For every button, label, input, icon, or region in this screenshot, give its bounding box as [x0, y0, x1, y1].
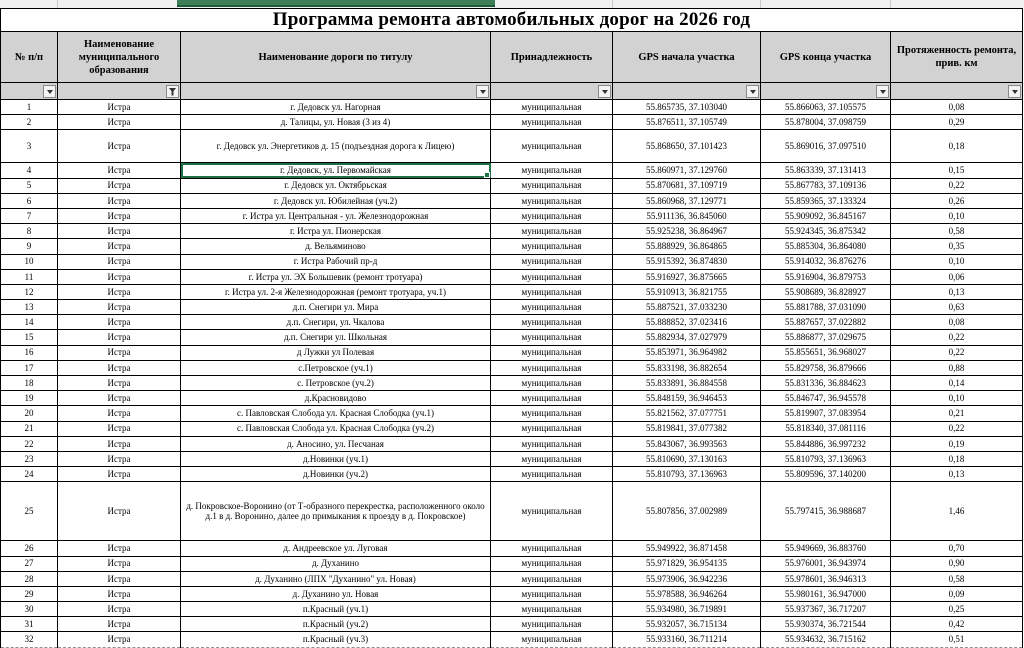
table-row — [1, 330, 1023, 345]
cell-gps_start[interactable]: 55.848159, 36.946453 — [613, 391, 761, 406]
cell-length[interactable]: 0,29 — [891, 115, 1023, 130]
column-guide — [890, 0, 891, 8]
cell-length[interactable]: 0,18 — [891, 130, 1023, 163]
cell-gps_end[interactable]: 55.949669, 36.883760 — [761, 541, 891, 556]
table-body — [1, 100, 1023, 648]
cell-road[interactable]: д. Андреевское ул. Луговая — [181, 541, 491, 556]
cell-road[interactable]: г. Дедовск ул. Октябрьская — [181, 178, 491, 193]
column-header-road: Наименование дороги по титулу — [181, 32, 491, 83]
cell-gps_end[interactable]: 55.831336, 36.884623 — [761, 376, 891, 391]
cell-length[interactable]: 0,58 — [891, 224, 1023, 239]
cell-municipality[interactable]: Истра — [58, 617, 181, 632]
cell-ownership[interactable]: муниципальная — [491, 284, 613, 299]
cell-num[interactable]: 16 — [1, 345, 58, 360]
cell-municipality[interactable]: Истра — [58, 632, 181, 647]
cell-gps_start[interactable]: 55.888929, 36.864865 — [613, 239, 761, 254]
cell-gps_end[interactable]: 55.980161, 36.947000 — [761, 586, 891, 601]
cell-municipality[interactable]: Истра — [58, 269, 181, 284]
cell-length[interactable]: 0,10 — [891, 208, 1023, 223]
cell-municipality[interactable]: Истра — [58, 163, 181, 178]
cell-ownership[interactable]: муниципальная — [491, 406, 613, 421]
cell-gps_end[interactable]: 55.819907, 37.083954 — [761, 406, 891, 421]
cell-municipality[interactable]: Истра — [58, 100, 181, 115]
cell-ownership[interactable]: муниципальная — [491, 208, 613, 223]
column-header-municipality: Наименование муниципального образования — [58, 32, 181, 83]
cell-gps_end[interactable]: 55.869016, 37.097510 — [761, 130, 891, 163]
table-row — [1, 360, 1023, 375]
cell-num[interactable]: 1 — [1, 100, 58, 115]
table-row — [1, 254, 1023, 269]
table-row — [1, 541, 1023, 556]
cell-length[interactable]: 0,90 — [891, 556, 1023, 571]
table-row — [1, 345, 1023, 360]
cell-ownership[interactable]: муниципальная — [491, 541, 613, 556]
cell-ownership[interactable]: муниципальная — [491, 315, 613, 330]
cell-gps_start[interactable]: 55.882934, 37.027979 — [613, 330, 761, 345]
cell-gps_end[interactable]: 55.867783, 37.109136 — [761, 178, 891, 193]
cell-gps_end[interactable]: 55.878004, 37.098759 — [761, 115, 891, 130]
cell-road[interactable]: г. Истра ул. Центральная - ул. Железнодорожная — [181, 208, 491, 223]
cell-num[interactable]: 13 — [1, 300, 58, 315]
cell-gps_end[interactable]: 55.797415, 36.988687 — [761, 482, 891, 541]
cell-gps_end[interactable]: 55.937367, 36.717207 — [761, 602, 891, 617]
table-row — [1, 376, 1023, 391]
cell-gps_start[interactable]: 55.916927, 36.875665 — [613, 269, 761, 284]
cell-road[interactable]: г. Дедовск ул. Энергетиков д. 15 (подъездная дорога к Лицею) — [181, 130, 491, 163]
cell-num[interactable]: 6 — [1, 193, 58, 208]
cell-num[interactable]: 32 — [1, 632, 58, 647]
cell-length[interactable]: 0,25 — [891, 602, 1023, 617]
table-row — [1, 300, 1023, 315]
cell-num[interactable]: 5 — [1, 178, 58, 193]
cell-municipality[interactable]: Истра — [58, 602, 181, 617]
cell-ownership[interactable]: муниципальная — [491, 360, 613, 375]
table-row — [1, 482, 1023, 541]
cell-num[interactable]: 4 — [1, 163, 58, 178]
table-row — [1, 100, 1023, 115]
table-row — [1, 208, 1023, 223]
table-row — [1, 571, 1023, 586]
cell-gps_end[interactable]: 55.924345, 36.875342 — [761, 224, 891, 239]
cell-gps_start[interactable]: 55.868650, 37.101423 — [613, 130, 761, 163]
cell-municipality[interactable]: Истра — [58, 376, 181, 391]
cell-road[interactable]: д.Новинки (уч.2) — [181, 467, 491, 482]
cell-gps_start[interactable]: 55.934980, 36.719891 — [613, 602, 761, 617]
filter-dropdown-road[interactable] — [476, 85, 489, 98]
dropdown-arrow-icon — [1012, 90, 1018, 94]
cell-length[interactable]: 0,08 — [891, 100, 1023, 115]
cell-num[interactable]: 9 — [1, 239, 58, 254]
cell-ownership[interactable]: муниципальная — [491, 224, 613, 239]
filter-dropdown-num[interactable] — [43, 85, 56, 98]
cell-gps_start[interactable]: 55.860968, 37.129771 — [613, 193, 761, 208]
cell-municipality[interactable]: Истра — [58, 208, 181, 223]
cell-length[interactable]: 0,08 — [891, 315, 1023, 330]
cell-length[interactable]: 1,46 — [891, 482, 1023, 541]
cell-municipality[interactable]: Истра — [58, 421, 181, 436]
cell-length[interactable]: 0,14 — [891, 376, 1023, 391]
cell-gps_end[interactable]: 55.887657, 37.022882 — [761, 315, 891, 330]
filter-cell-length — [891, 83, 1023, 100]
cell-gps_end[interactable]: 55.866063, 37.105575 — [761, 100, 891, 115]
cell-road[interactable]: г. Истра ул. 2-я Железнодорожная (ремонт тротуара, уч.1) — [181, 284, 491, 299]
cell-road[interactable]: с. Павловская Слобода ул. Красная Слободка (уч.2) — [181, 421, 491, 436]
cell-gps_start[interactable]: 55.821562, 37.077751 — [613, 406, 761, 421]
cell-ownership[interactable]: муниципальная — [491, 571, 613, 586]
cell-gps_end[interactable]: 55.908689, 36.828927 — [761, 284, 891, 299]
cell-num[interactable]: 21 — [1, 421, 58, 436]
cell-gps_start[interactable]: 55.860971, 37.129760 — [613, 163, 761, 178]
column-guide — [612, 0, 613, 8]
cell-municipality[interactable]: Истра — [58, 406, 181, 421]
filter-cell-ownership — [491, 83, 613, 100]
cell-road[interactable]: г. Истра Рабочий пр-д — [181, 254, 491, 269]
table-row — [1, 315, 1023, 330]
cell-road[interactable]: с. Павловская Слобода ул. Красная Слободка (уч.1) — [181, 406, 491, 421]
cell-gps_start[interactable]: 55.910913, 36.821755 — [613, 284, 761, 299]
cell-gps_end[interactable]: 55.930374, 36.721544 — [761, 617, 891, 632]
roads-table — [0, 8, 1023, 648]
table-row — [1, 421, 1023, 436]
cell-gps_end[interactable]: 55.829758, 36.879666 — [761, 360, 891, 375]
column-header-length: Протяженность ремонта, прив. км — [891, 32, 1023, 83]
cell-ownership[interactable]: муниципальная — [491, 115, 613, 130]
cell-gps_start[interactable]: 55.932057, 36.715134 — [613, 617, 761, 632]
cell-gps_end[interactable]: 55.846747, 36.945578 — [761, 391, 891, 406]
cell-length[interactable]: 0,19 — [891, 436, 1023, 451]
cell-ownership[interactable]: муниципальная — [491, 482, 613, 541]
cell-gps_end[interactable]: 55.855651, 36.968027 — [761, 345, 891, 360]
cell-ownership[interactable]: муниципальная — [491, 269, 613, 284]
cell-num[interactable]: 8 — [1, 224, 58, 239]
cell-ownership[interactable]: муниципальная — [491, 178, 613, 193]
cell-road[interactable]: д.п. Снегири ул. Школьная — [181, 330, 491, 345]
cell-ownership[interactable]: муниципальная — [491, 100, 613, 115]
cell-municipality[interactable]: Истра — [58, 315, 181, 330]
cell-municipality[interactable]: Истра — [58, 284, 181, 299]
table-row — [1, 617, 1023, 632]
cell-gps_start[interactable]: 55.833198, 36.882654 — [613, 360, 761, 375]
filter-dropdown-length[interactable] — [1008, 85, 1021, 98]
cell-gps_start[interactable]: 55.973906, 36.942236 — [613, 571, 761, 586]
filter-dropdown-municipality[interactable] — [166, 85, 179, 98]
filter-cell-gps-end — [761, 83, 891, 100]
column-header-gps-start: GPS начала участка — [613, 32, 761, 83]
cell-ownership[interactable]: муниципальная — [491, 421, 613, 436]
funnel-filter-icon — [169, 88, 177, 96]
cell-road[interactable]: п.Красный (уч.1) — [181, 602, 491, 617]
filter-row — [1, 83, 1023, 100]
cell-road[interactable]: п.Красный (уч.3) — [181, 632, 491, 647]
cell-municipality[interactable]: Истра — [58, 467, 181, 482]
table-row — [1, 193, 1023, 208]
cell-num[interactable]: 3 — [1, 130, 58, 163]
cell-ownership[interactable]: муниципальная — [491, 345, 613, 360]
cell-municipality[interactable]: Истра — [58, 586, 181, 601]
cell-road[interactable]: д. Духанино — [181, 556, 491, 571]
cell-municipality[interactable]: Истра — [58, 254, 181, 269]
cell-municipality[interactable]: Истра — [58, 360, 181, 375]
cell-num[interactable]: 19 — [1, 391, 58, 406]
cell-num[interactable]: 12 — [1, 284, 58, 299]
cell-gps_start[interactable]: 55.807856, 37.002989 — [613, 482, 761, 541]
cell-ownership[interactable]: муниципальная — [491, 130, 613, 163]
table-row — [1, 239, 1023, 254]
cell-num[interactable]: 20 — [1, 406, 58, 421]
cell-gps_start[interactable]: 55.933160, 36.711214 — [613, 632, 761, 647]
cell-gps_end[interactable]: 55.914032, 36.876276 — [761, 254, 891, 269]
cell-ownership[interactable]: муниципальная — [491, 239, 613, 254]
cell-road[interactable]: г. Истра ул. Пионерская — [181, 224, 491, 239]
cell-ownership[interactable]: муниципальная — [491, 391, 613, 406]
cell-gps_start[interactable]: 55.819841, 37.077382 — [613, 421, 761, 436]
cell-municipality[interactable]: Истра — [58, 391, 181, 406]
cell-length[interactable]: 0,42 — [891, 617, 1023, 632]
cell-num[interactable]: 25 — [1, 482, 58, 541]
cell-road[interactable]: д. Талицы, ул. Новая (3 из 4) — [181, 115, 491, 130]
cell-road[interactable]: д. Духанино ул. Новая — [181, 586, 491, 601]
cell-num[interactable]: 26 — [1, 541, 58, 556]
cell-num[interactable]: 17 — [1, 360, 58, 375]
column-guide — [57, 0, 58, 8]
cell-gps_end[interactable]: 55.976001, 36.943974 — [761, 556, 891, 571]
cell-road[interactable]: г. Дедовск, ул. Первомайская — [181, 163, 491, 178]
cell-gps_end[interactable]: 55.909092, 36.845167 — [761, 208, 891, 223]
cell-num[interactable]: 27 — [1, 556, 58, 571]
column-header-num: № п/п — [1, 32, 58, 83]
filter-dropdown-gps-end[interactable] — [876, 85, 889, 98]
cell-num[interactable]: 7 — [1, 208, 58, 223]
cell-road[interactable]: г. Истра ул. ЭХ Большевик (ремонт тротуара) — [181, 269, 491, 284]
column-guide — [760, 0, 761, 8]
cell-ownership[interactable]: муниципальная — [491, 556, 613, 571]
cell-road[interactable]: д.Новинки (уч.1) — [181, 451, 491, 466]
cell-num[interactable]: 2 — [1, 115, 58, 130]
cell-length[interactable]: 0,18 — [891, 451, 1023, 466]
cell-length[interactable]: 0,63 — [891, 300, 1023, 315]
cell-num[interactable]: 29 — [1, 586, 58, 601]
cell-num[interactable]: 18 — [1, 376, 58, 391]
cell-length[interactable]: 0,06 — [891, 269, 1023, 284]
cell-gps_end[interactable]: 55.810793, 37.136963 — [761, 451, 891, 466]
dropdown-arrow-icon — [480, 90, 486, 94]
page-title: Программа ремонта автомобильных дорог на 2026 год — [1, 9, 1023, 32]
table-row — [1, 436, 1023, 451]
cell-num[interactable]: 31 — [1, 617, 58, 632]
cell-road[interactable]: д.п. Снегири, ул. Чкалова — [181, 315, 491, 330]
cell-gps_start[interactable]: 55.810690, 37.130163 — [613, 451, 761, 466]
cell-length[interactable]: 0,22 — [891, 330, 1023, 345]
cell-num[interactable]: 14 — [1, 315, 58, 330]
cell-num[interactable]: 22 — [1, 436, 58, 451]
filter-cell-gps-start — [613, 83, 761, 100]
cell-gps_end[interactable]: 55.978601, 36.946313 — [761, 571, 891, 586]
dropdown-arrow-icon — [47, 90, 53, 94]
cell-road[interactable]: д. Вельяминово — [181, 239, 491, 254]
cell-ownership[interactable]: муниципальная — [491, 330, 613, 345]
cell-ownership[interactable]: муниципальная — [491, 632, 613, 647]
cell-length[interactable]: 0,13 — [891, 284, 1023, 299]
cell-road[interactable]: д Лужки ул Полевая — [181, 345, 491, 360]
cell-road[interactable]: г. Дедовск ул. Юбилейная (уч.2) — [181, 193, 491, 208]
cell-ownership[interactable]: муниципальная — [491, 163, 613, 178]
cell-ownership[interactable]: муниципальная — [491, 254, 613, 269]
cell-road[interactable]: д. Аносино, ул. Песчаная — [181, 436, 491, 451]
cell-length[interactable]: 0,10 — [891, 254, 1023, 269]
cell-gps_start[interactable]: 55.887521, 37.033230 — [613, 300, 761, 315]
cell-ownership[interactable]: муниципальная — [491, 193, 613, 208]
table-row — [1, 406, 1023, 421]
cell-gps_end[interactable]: 55.859365, 37.133324 — [761, 193, 891, 208]
cell-municipality[interactable]: Истра — [58, 193, 181, 208]
cell-gps_end[interactable]: 55.916904, 36.879753 — [761, 269, 891, 284]
table-row — [1, 284, 1023, 299]
dropdown-arrow-icon — [602, 90, 608, 94]
column-header-gps-end: GPS конца участка — [761, 32, 891, 83]
cell-ownership[interactable]: муниципальная — [491, 617, 613, 632]
title-row — [1, 9, 1023, 32]
cell-road[interactable]: п.Красный (уч.2) — [181, 617, 491, 632]
cell-road[interactable]: д.п. Снегири ул. Мира — [181, 300, 491, 315]
dropdown-arrow-icon — [880, 90, 886, 94]
cell-gps_start[interactable]: 55.915392, 36.874830 — [613, 254, 761, 269]
table-row — [1, 224, 1023, 239]
cell-road[interactable]: г. Дедовск ул. Нагорная — [181, 100, 491, 115]
cell-gps_start[interactable]: 55.865735, 37.103040 — [613, 100, 761, 115]
cell-municipality[interactable]: Истра — [58, 115, 181, 130]
cell-gps_start[interactable]: 55.876511, 37.105749 — [613, 115, 761, 130]
cell-gps_end[interactable]: 55.934632, 36.715162 — [761, 632, 891, 647]
cell-ownership[interactable]: муниципальная — [491, 602, 613, 617]
table-row — [1, 602, 1023, 617]
cell-length[interactable]: 0,21 — [891, 406, 1023, 421]
cell-length[interactable]: 0,26 — [891, 193, 1023, 208]
cell-ownership[interactable]: муниципальная — [491, 436, 613, 451]
cell-num[interactable]: 23 — [1, 451, 58, 466]
cell-road[interactable]: с.Петровское (уч.1) — [181, 360, 491, 375]
green-selection-bar — [177, 0, 495, 7]
cell-ownership[interactable]: муниципальная — [491, 300, 613, 315]
table-row — [1, 586, 1023, 601]
table-row — [1, 391, 1023, 406]
cell-length[interactable]: 0,22 — [891, 178, 1023, 193]
cell-length[interactable]: 0,10 — [891, 391, 1023, 406]
cell-gps_end[interactable]: 55.863339, 37.131413 — [761, 163, 891, 178]
filter-cell-road — [181, 83, 491, 100]
cell-municipality[interactable]: Истра — [58, 436, 181, 451]
cell-gps_start[interactable]: 55.843067, 36.993563 — [613, 436, 761, 451]
cell-num[interactable]: 11 — [1, 269, 58, 284]
table-row — [1, 115, 1023, 130]
cell-ownership[interactable]: муниципальная — [491, 586, 613, 601]
cell-ownership[interactable]: муниципальная — [491, 451, 613, 466]
cell-gps_end[interactable]: 55.881788, 37.031090 — [761, 300, 891, 315]
filter-cell-num — [1, 83, 58, 100]
cell-municipality[interactable]: Истра — [58, 541, 181, 556]
cell-length[interactable]: 0,70 — [891, 541, 1023, 556]
cell-gps_start[interactable]: 55.888852, 37.023416 — [613, 315, 761, 330]
table-row — [1, 269, 1023, 284]
cell-municipality[interactable]: Истра — [58, 330, 181, 345]
cell-num[interactable]: 24 — [1, 467, 58, 482]
cell-gps_start[interactable]: 55.833891, 36.884558 — [613, 376, 761, 391]
cell-road[interactable]: д. Духанино (ЛПХ "Духанино" ул. Новая) — [181, 571, 491, 586]
cell-num[interactable]: 15 — [1, 330, 58, 345]
header-row — [1, 32, 1023, 83]
filter-cell-municipality — [58, 83, 181, 100]
cell-num[interactable]: 10 — [1, 254, 58, 269]
table-row — [1, 130, 1023, 163]
filter-dropdown-ownership[interactable] — [598, 85, 611, 98]
cell-municipality[interactable]: Истра — [58, 130, 181, 163]
table-row — [1, 467, 1023, 482]
cell-road[interactable]: д. Покровское-Воронино (от Т-образного перекрестка, расположенного около д.1 в д. Воронино, далее до примыкания к проезду в д. Покровское) — [181, 482, 491, 541]
table-row — [1, 632, 1023, 647]
cell-num[interactable]: 30 — [1, 602, 58, 617]
cell-length[interactable]: 0,15 — [891, 163, 1023, 178]
cell-gps_start[interactable]: 55.810793, 37.136963 — [613, 467, 761, 482]
cell-municipality[interactable]: Истра — [58, 482, 181, 541]
cell-gps_start[interactable]: 55.971829, 36.954135 — [613, 556, 761, 571]
table-row — [1, 163, 1023, 178]
cell-gps_start[interactable]: 55.925238, 36.864967 — [613, 224, 761, 239]
cell-length[interactable]: 0,35 — [891, 239, 1023, 254]
table-row — [1, 178, 1023, 193]
column-header-ownership: Принадлежность — [491, 32, 613, 83]
table-row — [1, 451, 1023, 466]
cell-num[interactable]: 28 — [1, 571, 58, 586]
cell-ownership[interactable]: муниципальная — [491, 376, 613, 391]
cell-gps_end[interactable]: 55.886877, 37.029675 — [761, 330, 891, 345]
cell-gps_end[interactable]: 55.844886, 36.997232 — [761, 436, 891, 451]
cell-gps_end[interactable]: 55.809596, 37.140200 — [761, 467, 891, 482]
cell-gps_end[interactable]: 55.818340, 37.081116 — [761, 421, 891, 436]
cell-municipality[interactable]: Истра — [58, 345, 181, 360]
cell-length[interactable]: 0,09 — [891, 586, 1023, 601]
sheet-top-strip — [0, 0, 1024, 8]
dropdown-arrow-icon — [750, 90, 756, 94]
cell-gps_start[interactable]: 55.911136, 36.845060 — [613, 208, 761, 223]
cell-gps_start[interactable]: 55.870681, 37.109719 — [613, 178, 761, 193]
cell-municipality[interactable]: Истра — [58, 178, 181, 193]
cell-municipality[interactable]: Истра — [58, 571, 181, 586]
cell-municipality[interactable]: Истра — [58, 451, 181, 466]
cell-length[interactable]: 0,22 — [891, 421, 1023, 436]
cell-municipality[interactable]: Истра — [58, 300, 181, 315]
cell-road[interactable]: д.Красновидово — [181, 391, 491, 406]
cell-municipality[interactable]: Истра — [58, 224, 181, 239]
table-row — [1, 556, 1023, 571]
cell-gps_start[interactable]: 55.949922, 36.871458 — [613, 541, 761, 556]
cell-ownership[interactable]: муниципальная — [491, 467, 613, 482]
cell-length[interactable]: 0,88 — [891, 360, 1023, 375]
cell-length[interactable]: 0,22 — [891, 345, 1023, 360]
cell-municipality[interactable]: Истра — [58, 239, 181, 254]
cell-length[interactable]: 0,51 — [891, 632, 1023, 647]
cell-gps_start[interactable]: 55.978588, 36.946264 — [613, 586, 761, 601]
cell-gps_end[interactable]: 55.885304, 36.864080 — [761, 239, 891, 254]
cell-length[interactable]: 0,13 — [891, 467, 1023, 482]
filter-dropdown-gps-start[interactable] — [746, 85, 759, 98]
cell-gps_start[interactable]: 55.853971, 36.964982 — [613, 345, 761, 360]
cell-municipality[interactable]: Истра — [58, 556, 181, 571]
cell-length[interactable]: 0,58 — [891, 571, 1023, 586]
cell-road[interactable]: с. Петровское (уч.2) — [181, 376, 491, 391]
